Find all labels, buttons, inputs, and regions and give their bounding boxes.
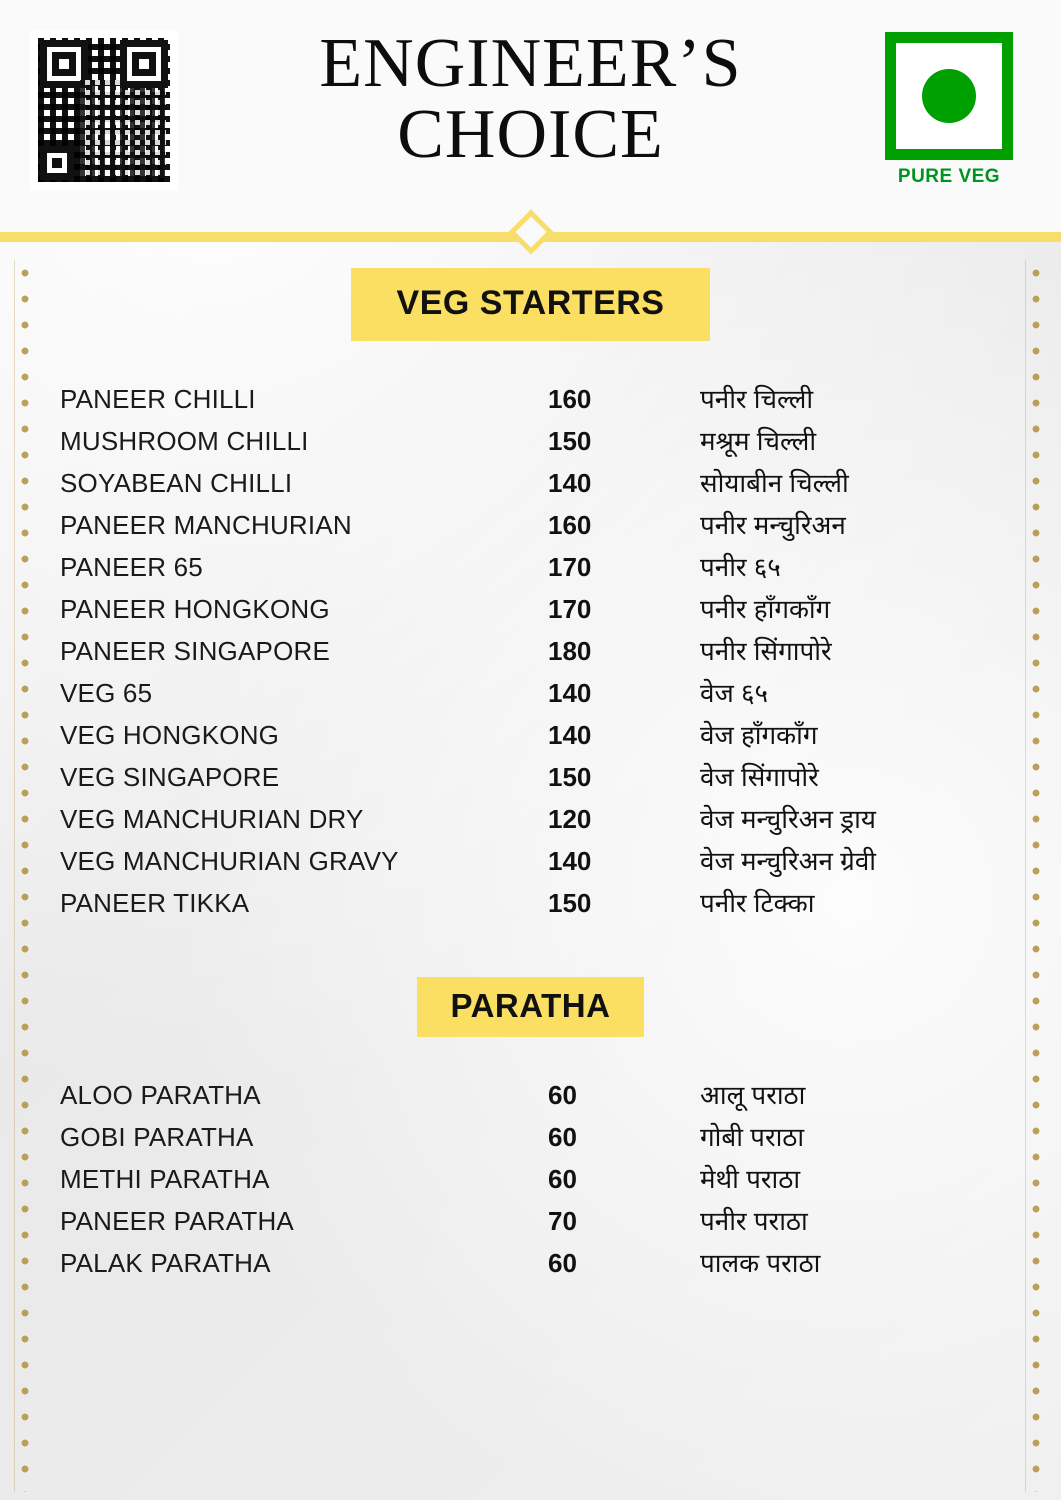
item-name: PANEER 65	[60, 552, 203, 582]
menu-row	[60, 755, 1001, 797]
menu-row	[60, 1115, 1001, 1157]
item-name: ALOO PARATHA	[60, 1080, 261, 1110]
menu-header	[0, 0, 1061, 232]
item-name-hindi: पनीर मन्चुरिअन	[700, 510, 846, 540]
item-name: VEG MANCHURIAN GRAVY	[60, 846, 399, 876]
item-price: 150	[548, 426, 592, 456]
item-price: 140	[548, 720, 592, 750]
title-line-1: ENGINEER’S	[319, 25, 742, 102]
item-name: VEG MANCHURIAN DRY	[60, 804, 364, 834]
menu-row	[60, 377, 1001, 419]
item-price: 60	[548, 1164, 577, 1194]
item-name-hindi: सोयाबीन चिल्ली	[700, 468, 849, 498]
item-name-hindi: गोबी पराठा	[700, 1122, 805, 1152]
item-price: 60	[548, 1080, 577, 1110]
item-name: PANEER PARATHA	[60, 1206, 294, 1236]
section-heading: PARATHA	[417, 977, 645, 1037]
item-name-hindi: पनीर चिल्ली	[700, 384, 814, 414]
menu-row	[60, 839, 1001, 881]
item-name-hindi: आलू पराठा	[700, 1080, 806, 1110]
item-price: 60	[548, 1122, 577, 1152]
item-name: VEG HONGKONG	[60, 720, 280, 750]
item-name-hindi: मश्रूम चिल्ली	[700, 426, 817, 456]
item-name: SOYABEAN CHILLI	[60, 468, 293, 498]
item-price: 140	[548, 846, 592, 876]
menu-row	[60, 797, 1001, 839]
menu-row	[60, 881, 1001, 923]
menu-row	[60, 587, 1001, 629]
menu-row	[60, 713, 1001, 755]
item-name: PANEER MANCHURIAN	[60, 510, 352, 540]
item-name-hindi: वेज मन्चुरिअन ग्रेवी	[700, 846, 877, 876]
pure-veg-icon	[885, 32, 1013, 160]
item-price: 140	[548, 678, 592, 708]
ornamental-border-left	[12, 260, 38, 1492]
item-name-hindi: वेज ६५	[700, 678, 769, 708]
menu-row	[60, 671, 1001, 713]
menu-section-paratha	[60, 977, 1001, 1283]
item-price: 150	[548, 762, 592, 792]
item-price: 120	[548, 804, 592, 834]
item-name-hindi: वेज सिंगापोरे	[700, 762, 819, 792]
section-heading: VEG STARTERS	[351, 268, 711, 341]
menu-row	[60, 461, 1001, 503]
item-name: MUSHROOM CHILLI	[60, 426, 309, 456]
item-name: PANEER TIKKA	[60, 888, 250, 918]
item-name: VEG 65	[60, 678, 153, 708]
menu-row	[60, 503, 1001, 545]
item-price: 150	[548, 888, 592, 918]
menu-row	[60, 1199, 1001, 1241]
item-name-hindi: पनीर पराठा	[700, 1206, 808, 1236]
ornamental-border-right	[1023, 260, 1049, 1492]
item-price: 180	[548, 636, 592, 666]
item-price: 160	[548, 384, 592, 414]
item-name-hindi: पालक पराठा	[700, 1248, 821, 1278]
menu-item-list	[60, 1073, 1001, 1283]
item-name-hindi: मेथी पराठा	[700, 1164, 801, 1194]
menu-body	[0, 242, 1061, 1500]
item-price: 170	[548, 552, 592, 582]
menu-item-list	[60, 377, 1001, 923]
item-name: PALAK PARATHA	[60, 1248, 271, 1278]
menu-row	[60, 419, 1001, 461]
item-name-hindi: पनीर ६५	[700, 552, 781, 582]
pure-veg-label: PURE VEG	[897, 166, 1001, 187]
item-name: PANEER SINGAPORE	[60, 636, 331, 666]
item-name-hindi: वेज हाँगकाँग	[700, 720, 818, 750]
item-name-hindi: वेज मन्चुरिअन ड्राय	[700, 804, 876, 834]
menu-row	[60, 1241, 1001, 1283]
menu-row	[60, 1073, 1001, 1115]
menu-row	[60, 1157, 1001, 1199]
header-divider	[0, 232, 1061, 242]
menu-section-veg-starters	[60, 268, 1001, 923]
item-price: 160	[548, 510, 592, 540]
item-name-hindi: पनीर टिक्का	[700, 888, 815, 918]
menu-row	[60, 629, 1001, 671]
title-line-2: CHOICE	[397, 96, 664, 174]
item-name-hindi: पनीर सिंगापोरे	[700, 636, 832, 666]
item-name: PANEER HONGKONG	[60, 594, 330, 624]
item-price: 60	[548, 1248, 577, 1278]
item-name: METHI PARATHA	[60, 1164, 270, 1194]
pure-veg-badge	[881, 32, 1017, 188]
item-price: 140	[548, 468, 592, 498]
item-price: 70	[548, 1206, 577, 1236]
item-name: GOBI PARATHA	[60, 1122, 254, 1152]
veg-dot-icon	[922, 69, 976, 123]
menu-row	[60, 545, 1001, 587]
item-name: PANEER CHILLI	[60, 384, 256, 414]
item-name: VEG SINGAPORE	[60, 762, 280, 792]
item-name-hindi: पनीर हाँगकाँग	[700, 594, 831, 624]
item-price: 170	[548, 594, 592, 624]
